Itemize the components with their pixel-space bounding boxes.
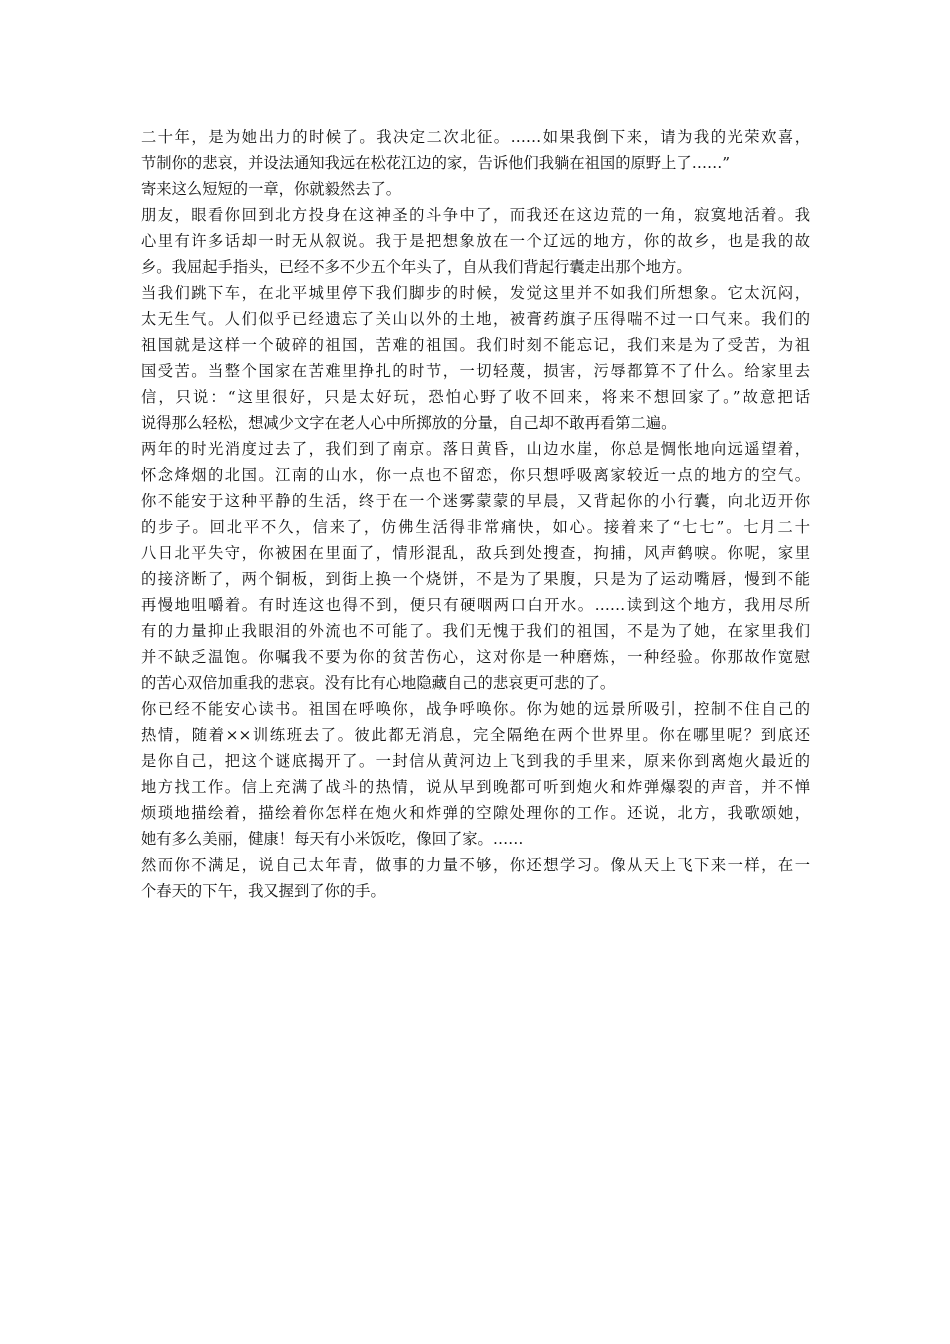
text-line: 个春天的下午，我又握到了你的手。: [141, 882, 386, 900]
text-line: 乡。我屈起手指头，已经不多不少五个年头了，自从我们背起行囊走出那个地方。: [141, 258, 692, 276]
text-line: 朋友，眼看你回到北方投身在这神圣的斗争中了，而我还在这边荒的一角，寂寞地活着。我: [141, 206, 810, 224]
text-line: 然而你不满足，说自己太年青，做事的力量不够，你还想学习。像从天上飞下来一样，在一: [141, 856, 810, 874]
text-line: 你已经不能安心读书。祖国在呼唤你，战争呼唤你。你为她的远景所吸引，控制不住自己的: [141, 700, 810, 718]
paragraph: [141, 436, 810, 696]
paragraph: [141, 124, 810, 176]
text-line: 你不能安于这种平静的生活，终于在一个迷雾蒙蒙的早晨，又背起你的小行囊，向北迈开你: [141, 492, 810, 510]
text-line: 信，只说：“这里很好，只是太好玩，恐怕心野了收不回来，将来不想回家了。”故意把话: [141, 388, 810, 406]
paragraph: [141, 852, 810, 904]
text-line: 地方找工作。信上充满了战斗的热情，说从早到晚都可听到炮火和炸弹爆裂的声音，并不惮: [141, 778, 810, 796]
text-line: 并不缺乏温饱。你嘱我不要为你的贫苦伤心，这对你是一种磨炼，一种经验。你那故作宽慰: [141, 648, 810, 666]
text-line: 的苦心双倍加重我的悲哀。没有比有心地隐藏自己的悲哀更可悲的了。: [141, 674, 616, 692]
text-line: 两年的时光消度过去了，我们到了南京。落日黄昏，山边水崖，你总是惆怅地向远遥望着，: [141, 440, 810, 458]
text-line: 寄来这么短短的一章，你就毅然去了。: [141, 180, 402, 198]
paragraph: [141, 202, 810, 280]
text-line: 有的力量抑止我眼泪的外流也不可能了。我们无愧于我们的祖国，不是为了她，在家里我们: [141, 622, 810, 640]
paragraph: [141, 696, 810, 852]
text-line: 节制你的悲哀，并设法通知我远在松花江边的家，告诉他们我躺在祖国的原野上了……”: [141, 154, 731, 172]
text-line: 八日北平失守，你被困在里面了，情形混乱，敌兵到处搜查，拘捕，风声鹤唳。你呢，家里: [141, 544, 810, 562]
text-line: 说得那么轻松，想减少文字在老人心中所掷放的分量，自己却不敢再看第二遍。: [141, 414, 677, 432]
text-line: 国受苦。当整个国家在苦难里挣扎的时节，一切轻蔑，损害，污辱都算不了什么。给家里去: [141, 362, 810, 380]
text-line: 当我们跳下车，在北平城里停下我们脚步的时候，发觉这里并不如我们所想象。它太沉闷，: [141, 284, 810, 302]
text-line: 热情，随着××训练班去了。彼此都无消息，完全隔绝在两个世界里。你在哪里呢？到底还: [141, 726, 810, 744]
text-line: 二十年，是为她出力的时候了。我决定二次北征。……如果我倒下来，请为我的光荣欢喜，: [141, 128, 810, 146]
text-line: 再慢地咀嚼着。有时连这也得不到，便只有硬咽两口白开水。……读到这个地方，我用尽所: [141, 596, 810, 614]
paragraph: [141, 176, 810, 202]
text-line: 她有多么美丽，健康！每天有小米饭吃，像回了家。……: [141, 830, 524, 848]
text-line: 是你自己，把这个谜底揭开了。一封信从黄河边上飞到我的手里来，原来你到离炮火最近的: [141, 752, 810, 770]
text-line: 心里有许多话却一时无从叙说。我于是把想象放在一个辽远的地方，你的故乡，也是我的故: [141, 232, 810, 250]
text-line: 祖国就是这样一个破碎的祖国，苦难的祖国。我们时刻不能忘记，我们来是为了受苦，为祖: [141, 336, 810, 354]
text-line: 太无生气。人们似乎已经遗忘了关山以外的土地，被膏药旗子压得喘不过一口气来。我们的: [141, 310, 810, 328]
paragraph: [141, 280, 810, 436]
text-line: 的接济断了，两个铜板，到街上换一个烧饼，不是为了果腹，只是为了运动嘴唇，慢到不能: [141, 570, 810, 588]
text-line: 怀念烽烟的北国。江南的山水，你一点也不留恋，你只想呼吸离家较近一点的地方的空气。: [141, 466, 810, 484]
text-line: 的步子。回北平不久，信来了，仿佛生活得非常痛快，如心。接着来了“七七”。七月二十: [141, 518, 810, 536]
text-line: 烦琐地描绘着，描绘着你怎样在炮火和炸弹的空隙处理你的工作。还说，北方，我歌颂她，: [141, 804, 810, 822]
